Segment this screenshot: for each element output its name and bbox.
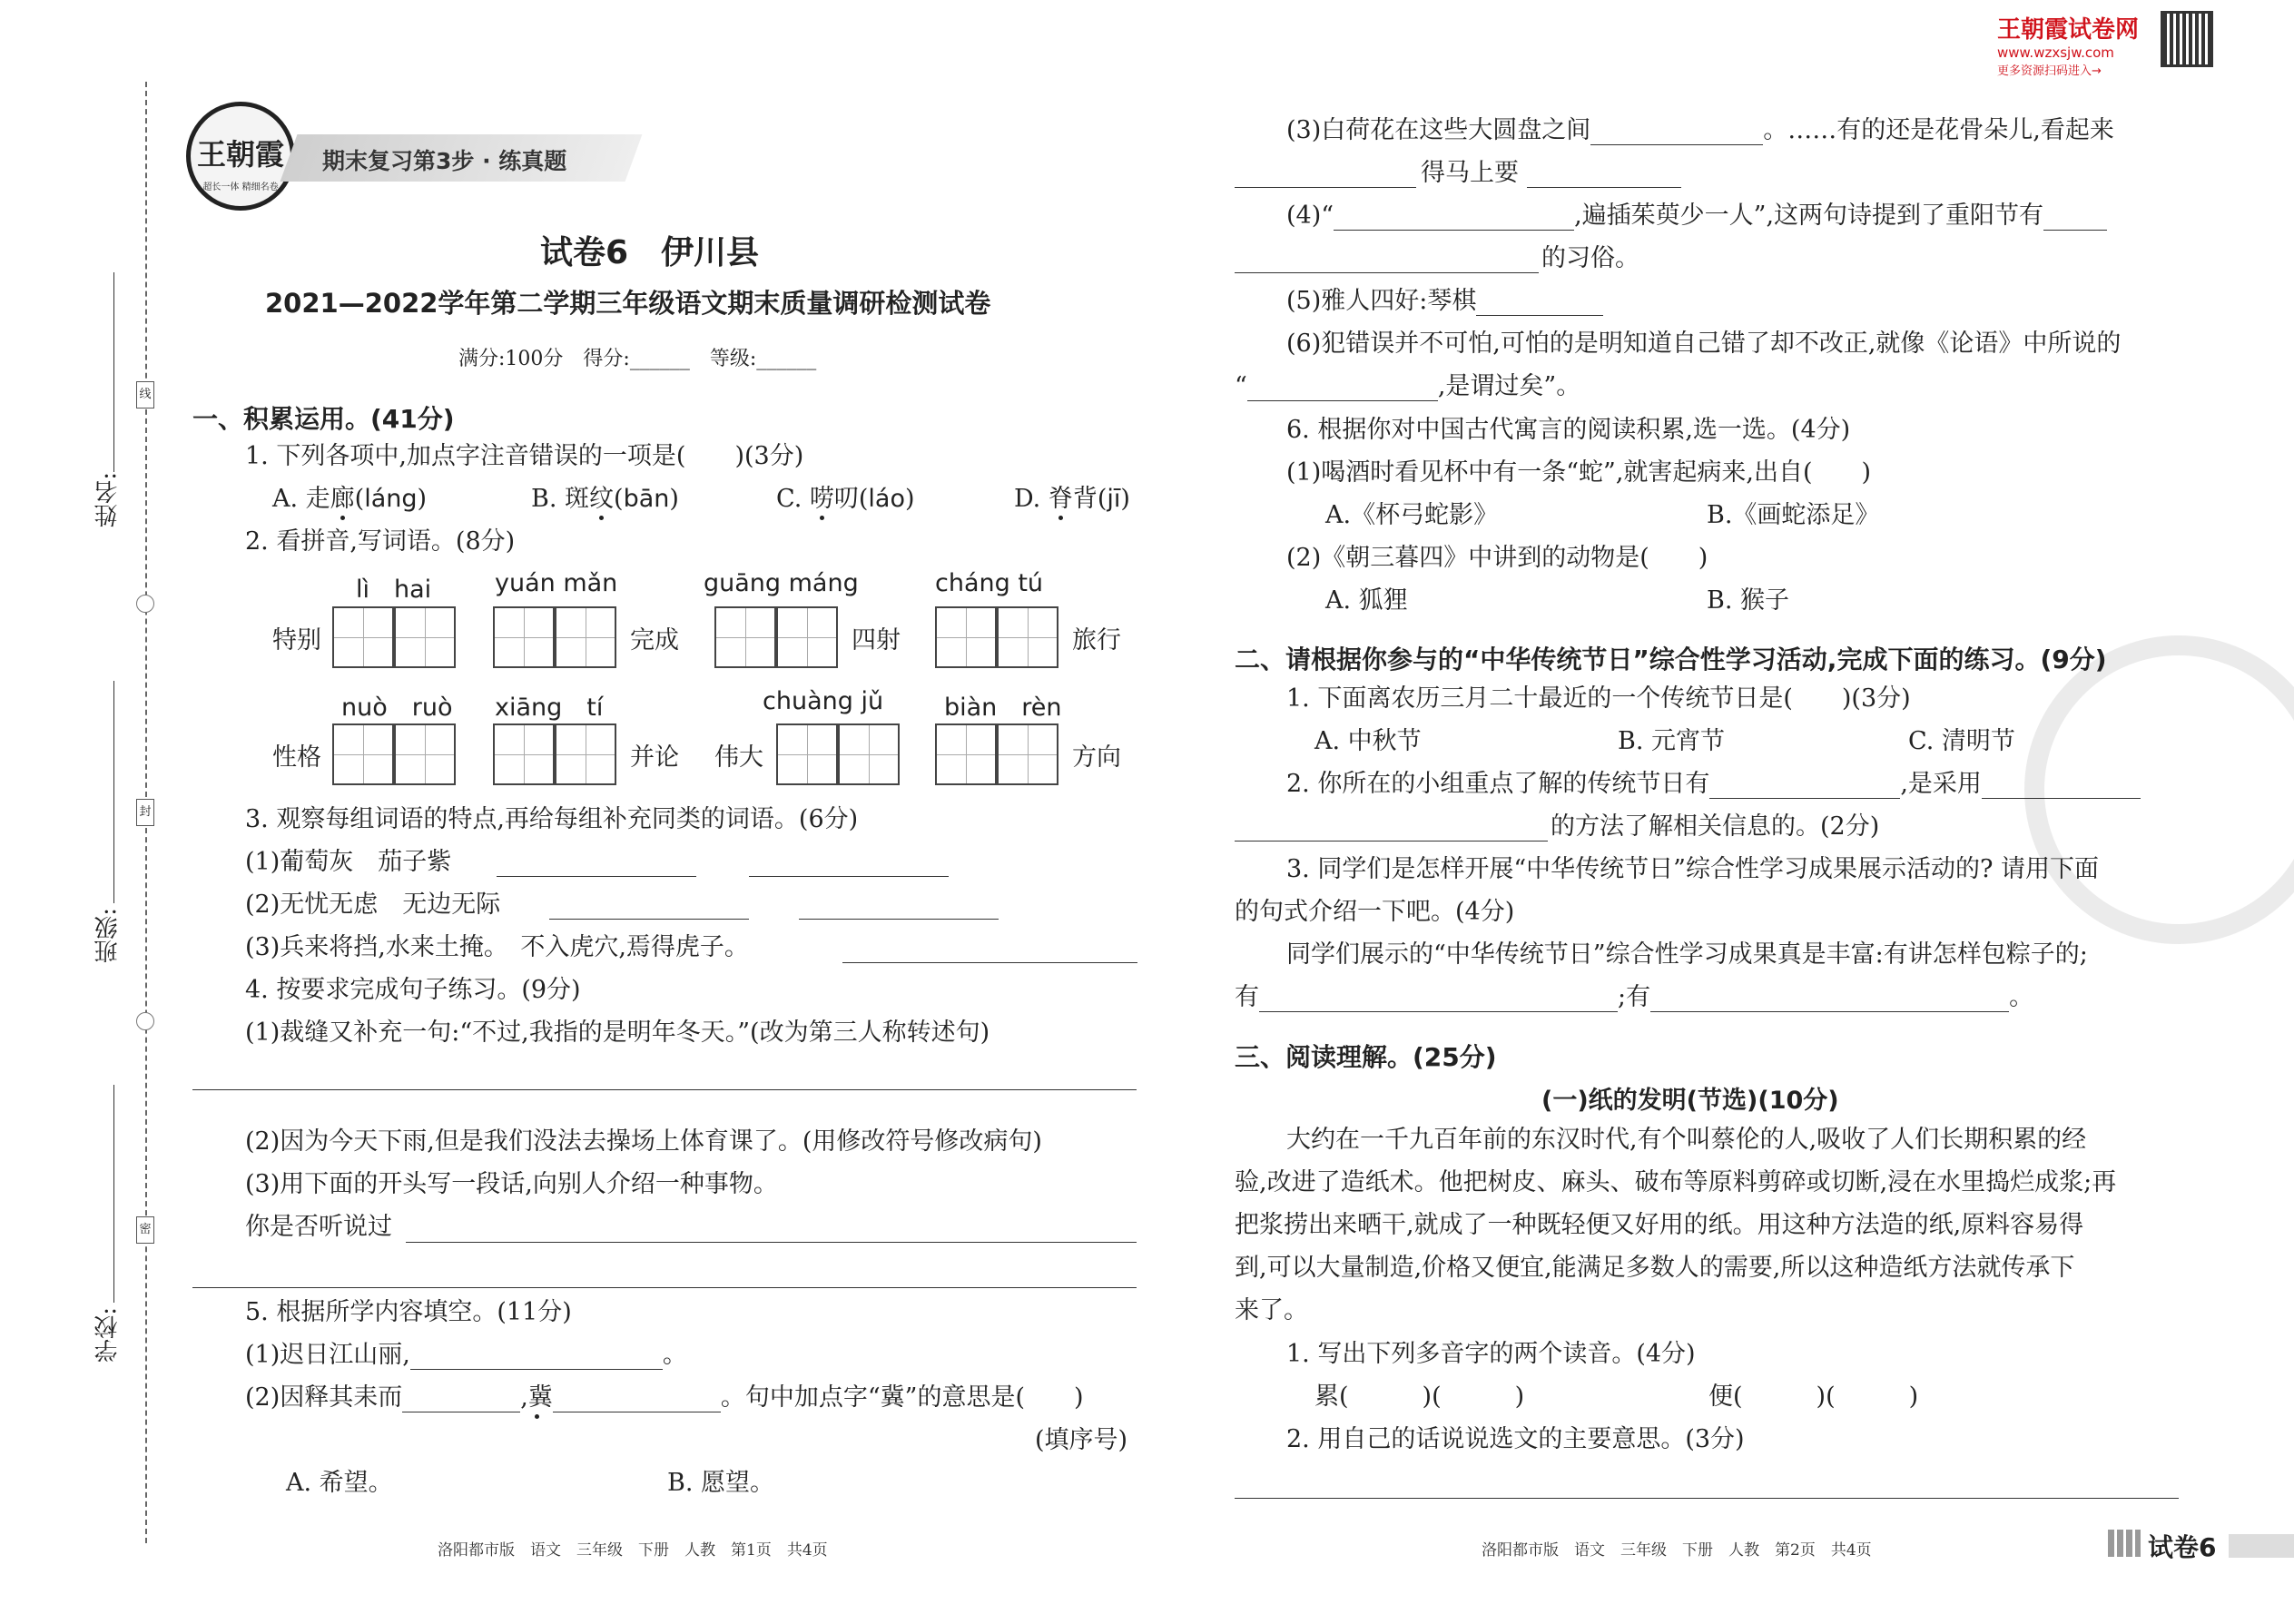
r6-line2 [1235, 372, 1580, 401]
school-field[interactable] [113, 1085, 114, 1303]
seal-watermark-icon [2024, 635, 2294, 944]
q4-3-start: 你是否听说过 [245, 1213, 392, 1241]
answer-blank[interactable] [402, 1388, 520, 1412]
q1-option-d[interactable]: D. 脊背(jī) [1014, 485, 1130, 513]
binding-mark-seal: 封 [136, 799, 154, 826]
r6-c: ,是谓过矣”。 [1437, 372, 1581, 400]
q1-text: 1. 下列各项中,加点字注音错误的一项是( )(3分) [245, 442, 804, 470]
r4-b: ,遍插茱萸少一人”,这两句诗提到了重阳节有 [1574, 202, 2044, 230]
brand-logo-text: 王朝霞 [196, 137, 284, 172]
pinyin-label: xiāng tí [495, 694, 604, 722]
binding-hole-icon [136, 1012, 154, 1030]
q3-item-1: (1)葡萄灰 茄子紫 [245, 848, 452, 876]
writing-box[interactable] [776, 723, 838, 785]
site-url: www.wzxsjw.com [1997, 44, 2114, 61]
word-label: 伟大 [714, 743, 763, 772]
name-label: 姓名: [94, 472, 122, 527]
q6-2-option-a[interactable]: A. 狐狸 [1325, 586, 1408, 615]
q5-option-b[interactable]: B. 愿望。 [667, 1469, 775, 1497]
binding-hole-icon [136, 595, 154, 613]
answer-blank[interactable] [1709, 774, 1900, 799]
q4-2-text: (2)因为今天下雨,但是我们没法去操场上体育课了。(用修改符号修改病句) [245, 1127, 1042, 1156]
passage-line: 来了。 [1235, 1296, 1308, 1324]
answer-line[interactable] [842, 962, 1137, 963]
p3-d3: 。 [2009, 983, 2034, 1011]
q4-3-text: (3)用下面的开头写一段话,向别人介绍一种事物。 [245, 1170, 778, 1198]
p2-b: ,是采用 [1900, 770, 1982, 798]
rq1-b: 便( )( ) [1708, 1383, 1919, 1411]
badge-text: 期末复习第3步 · 练真题 [322, 148, 567, 174]
passage-title: (一)纸的发明(节选)(10分) [1541, 1087, 1839, 1115]
writing-box[interactable] [493, 723, 555, 785]
binding-mark-line: 线 [136, 381, 154, 408]
q3-item-2: (2)无忧无虑 无边无际 [245, 891, 501, 919]
p3-c: 同学们展示的“中华传统节日”综合性学习成果真是丰富:有讲怎样包粽子的; [1286, 940, 2088, 969]
writing-box[interactable] [555, 606, 616, 668]
r5-text: (5)雅人四好:琴棋 [1286, 287, 1477, 315]
tag-pattern [2108, 1530, 2141, 1557]
passage-line: 到,可以大量制造,价格又便宜,能满足多数人的需要,所以这种造纸方法就传承下 [1235, 1254, 2075, 1282]
r4-line1 [1286, 202, 2107, 231]
qr-code-icon[interactable] [2161, 11, 2213, 67]
writing-box[interactable] [935, 723, 997, 785]
answer-blank[interactable] [1247, 377, 1438, 401]
site-tip: 更多资源扫码进入→ [1997, 64, 2102, 78]
r3-c: 得马上要 [1421, 159, 1519, 187]
answer-blank[interactable] [2043, 206, 2107, 231]
site-name: 王朝霞试卷网 [1997, 16, 2140, 44]
q5-text: 5. 根据所学内容填空。(11分) [245, 1298, 572, 1326]
writing-box[interactable] [394, 606, 456, 668]
q1-option-a[interactable]: A. 走廊(láng) [272, 485, 428, 513]
p1-option-a[interactable]: A. 中秋节 [1314, 727, 1422, 755]
r3-line1 [1286, 116, 2114, 145]
answer-line[interactable] [192, 1089, 1137, 1090]
pinyin-label: yuán mǎn [495, 569, 618, 597]
section-3-title: 三、阅读理解。(25分) [1235, 1042, 1497, 1072]
answer-line[interactable] [749, 876, 949, 877]
p3-a: 3. 同学们是怎样开展“中华传统节日”综合性学习成果展示活动的? 请用下面 [1286, 855, 2100, 883]
pinyin-label: biàn rèn [944, 694, 1062, 722]
answer-line[interactable] [1235, 841, 1548, 842]
writing-box[interactable] [997, 723, 1058, 785]
q4-1-text: (1)裁缝又补充一句:“不过,我指的是明年冬天。”(改为第三人称转述句) [245, 1019, 990, 1047]
q1-option-b[interactable]: B. 斑纹(bān) [531, 485, 679, 513]
paper-title: 试卷6 伊川县 [540, 234, 760, 271]
answer-blank[interactable] [1590, 121, 1763, 145]
p3-b: 的句式介绍一下吧。(4分) [1235, 898, 1515, 926]
answer-line[interactable] [192, 1287, 1137, 1288]
q4-text: 4. 按要求完成句子练习。(9分) [245, 976, 581, 1004]
page-footer-right: 洛阳都市版 语文 三年级 下册 人教 第2页 共4页 [1482, 1541, 1872, 1560]
word-label: 并论 [630, 743, 679, 772]
q6-1-text: (1)喝酒时看见杯中有一条“蛇”,就害起病来,出自( ) [1286, 458, 1872, 487]
word-label: 完成 [630, 626, 679, 655]
p3-d2: ;有 [1618, 983, 1651, 1011]
answer-blank[interactable] [553, 1388, 721, 1412]
r4-c: 的习俗。 [1541, 244, 1639, 272]
answer-blank[interactable] [410, 1345, 663, 1370]
q5-1-text [245, 1341, 687, 1370]
q6-text: 6. 根据你对中国古代寓言的阅读积累,选一选。(4分) [1286, 416, 1851, 444]
rq1-a: 累( )( ) [1314, 1383, 1525, 1411]
paper-subtitle: 2021—2022学年第二学期三年级语文期末质量调研检测试卷 [265, 288, 991, 319]
answer-blank[interactable] [1259, 988, 1618, 1012]
p2-c: 的方法了解相关信息的。(2分) [1551, 812, 1880, 841]
q5-2-c: 。句中加点字“冀”的意思是( ) [720, 1383, 1084, 1412]
q1-option-c[interactable]: C. 唠叨(láo) [776, 485, 915, 513]
brand-logo-sub: 超长一体 精细名卷 [202, 182, 279, 192]
r5-line [1286, 287, 1603, 316]
q2-text: 2. 看拼音,写词语。(8分) [245, 527, 516, 556]
answer-blank[interactable] [1650, 988, 2009, 1012]
page-footer-left: 洛阳都市版 语文 三年级 下册 人教 第1页 共4页 [438, 1541, 828, 1560]
r3-a: (3)白荷花在这些大圆盘之间 [1286, 116, 1591, 144]
q5-2-a: (2)因释其耒而 [245, 1383, 403, 1412]
p1-option-b[interactable]: B. 元宵节 [1618, 727, 1726, 755]
p2-a: 2. 你所在的小组重点了解的传统节日有 [1286, 770, 1710, 798]
brand-logo [186, 102, 295, 211]
writing-box[interactable] [935, 606, 997, 668]
q5-1-label: (1)迟日江山丽, [245, 1341, 410, 1369]
writing-box[interactable] [997, 606, 1058, 668]
q3-item-3: (3)兵来将挡,水来土掩。 不入虎穴,焉得虎子。 [245, 933, 749, 961]
rq2-text: 2. 用自己的话说说选文的主要意思。(3分) [1286, 1425, 1745, 1453]
word-label: 特别 [272, 626, 321, 655]
r3-b: 。……有的还是花骨朵儿,看起来 [1763, 116, 2114, 144]
p2-line1 [1286, 770, 2141, 799]
answer-line[interactable] [1235, 1498, 2179, 1499]
p3-d [1235, 983, 2033, 1012]
word-label: 旅行 [1072, 626, 1121, 655]
q6-2-option-b[interactable]: B. 猴子 [1707, 586, 1790, 615]
section-1-title: 一、积累运用。(41分) [192, 404, 455, 434]
tag-bar [2229, 1534, 2294, 1558]
answer-line[interactable] [549, 919, 749, 920]
p3-d1: 有 [1235, 983, 1259, 1011]
p1-text: 1. 下面离农历三月二十最近的一个传统节日是( )(3分) [1286, 684, 1911, 713]
word-label: 性格 [272, 743, 321, 772]
answer-blank[interactable] [1334, 206, 1574, 231]
school-label: 学校: [94, 1307, 122, 1363]
class-label: 班级: [94, 908, 122, 963]
q5-2-text [245, 1383, 1084, 1412]
answer-line[interactable] [1235, 187, 1416, 188]
writing-box[interactable] [714, 606, 776, 668]
q5-option-a[interactable]: A. 希望。 [286, 1469, 393, 1497]
answer-line[interactable] [799, 919, 999, 920]
q6-1-option-b[interactable]: B.《画蛇添足》 [1707, 501, 1880, 529]
writing-box[interactable] [332, 723, 394, 785]
q5-1-end: 。 [662, 1341, 687, 1369]
writing-box[interactable] [555, 723, 616, 785]
q6-1-option-a[interactable]: A.《杯弓蛇影》 [1325, 501, 1499, 529]
section-2-title: 二、请根据你参与的“中华传统节日”综合性学习活动,完成下面的练习。(9分) [1235, 645, 2107, 674]
pinyin-label: chuàng jǔ [763, 687, 884, 715]
q6-2-text: (2)《朝三暮四》中讲到的动物是( ) [1286, 544, 1708, 572]
name-field[interactable] [113, 272, 114, 472]
answer-line[interactable] [406, 1242, 1137, 1243]
passage-line: 把浆捞出来晒干,就成了一种既轻便又好用的纸。用这种方法造的纸,原料容易得 [1235, 1211, 2084, 1239]
word-label: 方向 [1072, 743, 1121, 772]
site-logo [1997, 11, 2139, 78]
q5-2-b: ,冀 [520, 1383, 553, 1412]
q5-fill-hint: (填序号) [1035, 1426, 1128, 1454]
answer-blank[interactable] [1476, 291, 1603, 316]
q3-text: 3. 观察每组词语的特点,再给每组补充同类的词语。(6分) [245, 805, 859, 833]
pinyin-label: nuò ruò [341, 694, 453, 722]
word-label: 四射 [852, 626, 901, 655]
score-line: 满分:100分 得分:______ 等级:______ [458, 348, 817, 370]
writing-box[interactable] [394, 723, 456, 785]
p1-option-c[interactable]: C. 清明节 [1908, 727, 2015, 755]
binding-mark-secret: 密 [136, 1216, 154, 1244]
rq1-text: 1. 写出下列多音字的两个读音。(4分) [1286, 1340, 1696, 1368]
passage-line: 验,改进了造纸术。他把树皮、麻头、破布等原料剪碎或切断,浸在水里捣烂成浆;再 [1235, 1168, 2117, 1196]
writing-box[interactable] [493, 606, 555, 668]
paper-tag: 试卷6 [2148, 1532, 2217, 1562]
answer-line[interactable] [1235, 272, 1539, 273]
writing-box[interactable] [838, 723, 900, 785]
pinyin-label: lì hai [356, 576, 432, 604]
answer-line[interactable] [497, 876, 696, 877]
r6-b: “ [1235, 372, 1247, 400]
answer-line[interactable] [1527, 187, 1681, 188]
r4-a: (4)“ [1286, 202, 1334, 230]
pinyin-label: guāng máng [704, 569, 859, 597]
writing-box[interactable] [332, 606, 394, 668]
r6-a: (6)犯错误并不可怕,可怕的是明知道自己错了却不改正,就像《论语》中所说的 [1286, 330, 2122, 358]
writing-box[interactable] [776, 606, 838, 668]
passage-line: 大约在一千九百年前的东汉时代,有个叫蔡伦的人,吸收了人们长期积累的经 [1286, 1126, 2087, 1154]
class-field[interactable] [113, 681, 114, 903]
pinyin-label: cháng tú [935, 569, 1044, 597]
